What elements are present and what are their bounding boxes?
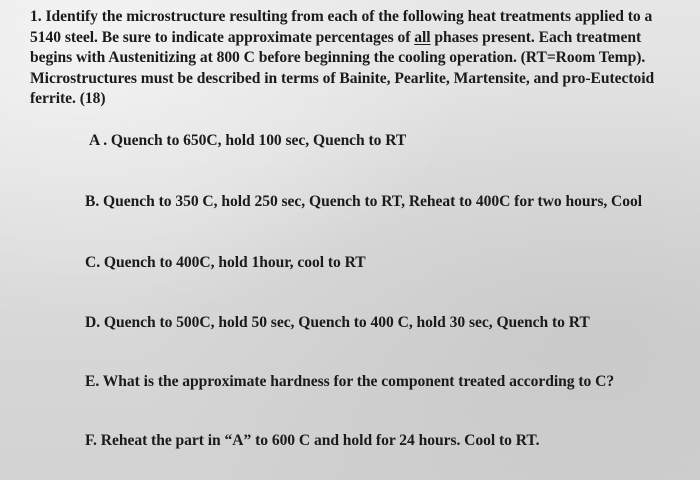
problem-line-3: begins with Austenitizing at 800 C before beginning the cooling operation. (RT=Room Temp). [30, 49, 646, 67]
problem-line-5: ferrite. (18) [30, 90, 106, 108]
problem-line-2-end: phases present. Each treatment [430, 28, 642, 46]
item-d: D. Quench to 500C, hold 50 sec, Quench to 400 C, hold 30 sec, Quench to RT [85, 314, 590, 331]
item-e: E. What is the approximate hardness for the component treated according to C? [85, 373, 615, 390]
problem-line-2-start: 5140 steel. Be sure to indicate approximate percentages of [30, 28, 415, 46]
problem-line-4: Microstructures must be described in terms of Bainite, Pearlite, Martensite, and pro-Eutectoid [30, 69, 655, 87]
problem-line-2 [30, 28, 690, 49]
item-f: F. Reheat the part in “A” to 600 C and hold for 24 hours. Cool to RT. [85, 432, 540, 449]
problem-statement [30, 7, 690, 110]
item-c: C. Quench to 400C, hold 1hour, cool to RT [85, 254, 366, 271]
item-a: A . Quench to 650C, hold 100 sec, Quench to RT [89, 132, 407, 149]
problem-line-1: 1. Identify the microstructure resulting from each of the following heat treatments applied to a [30, 8, 653, 25]
underlined-all: all [414, 28, 431, 46]
item-b: B. Quench to 350 C, hold 250 sec, Quench to RT, Reheat to 400C for two hours, Cool [85, 193, 643, 210]
